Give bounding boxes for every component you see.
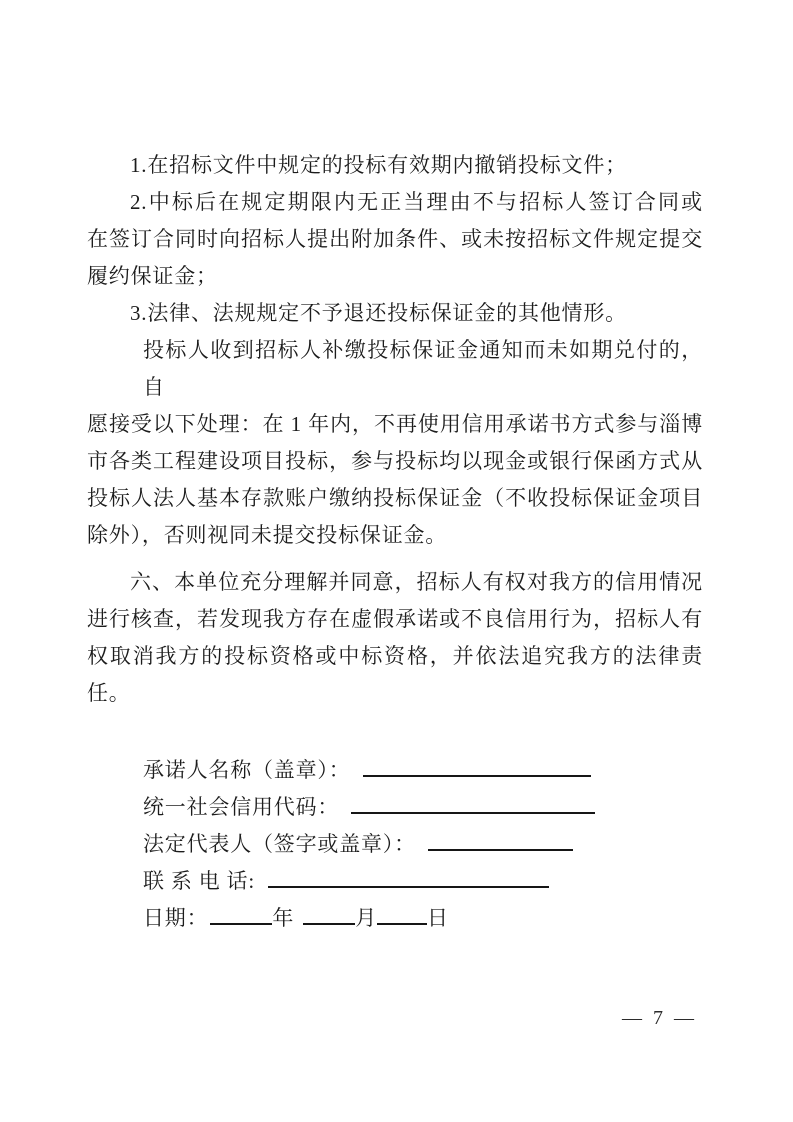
paragraph-penalty: [87, 332, 703, 554]
body-line: 市各类工程建设项目投标，参与投标均以现金或银行保函方式从: [87, 449, 703, 473]
promisor-name-blank: [363, 755, 591, 777]
signature-row-date: [143, 900, 703, 937]
date-day-blank: [377, 903, 427, 925]
promisor-name-label: 承诺人名称（盖章）：: [143, 758, 351, 782]
signature-block: [87, 752, 703, 937]
legal-rep-blank: [428, 829, 573, 851]
paragraph-clause-1: [87, 147, 703, 184]
body-line: 2.中标后在规定期限内无正当理由不与招标人签订合同或: [130, 190, 703, 214]
paragraph-clause-3: [87, 295, 703, 332]
date-label: 日期：: [143, 906, 209, 930]
credit-code-blank: [351, 792, 595, 814]
year-label: 年: [272, 906, 295, 930]
month-label: 月: [355, 906, 378, 930]
body-line: 权取消我方的投标资格或中标资格，并依法追究我方的法律责: [87, 644, 703, 668]
page-number-footer: [622, 1007, 694, 1030]
signature-row-phone: [143, 863, 703, 900]
paragraph-clause-6: [87, 564, 703, 712]
signature-row-promisor-name: [143, 752, 703, 789]
body-line: 履约保证金；: [87, 264, 218, 288]
signature-row-legal-rep: [143, 826, 703, 863]
body-line: 进行核查，若发现我方存在虚假承诺或不良信用行为，招标人有: [87, 607, 703, 631]
body-line: 愿接受以下处理：在 1 年内，不再使用信用承诺书方式参与淄博: [87, 412, 703, 436]
body-line: 在签订合同时向招标人提出附加条件、或未按招标文件规定提交: [87, 227, 703, 251]
document-body: [87, 147, 703, 937]
footer-page-number: 7: [653, 1007, 663, 1029]
body-line: 3.法律、法规规定不予退还投标保证金的其他情形。: [130, 301, 627, 325]
legal-rep-label: 法定代表人（签字或盖章）：: [143, 832, 416, 856]
footer-right-dash: —: [674, 1007, 694, 1029]
phone-blank: [268, 866, 549, 888]
footer-left-dash: —: [622, 1007, 642, 1029]
body-line: 投标人收到招标人补缴投标保证金通知而未如期兑付的，自: [143, 338, 703, 399]
date-year-blank: [210, 903, 272, 925]
body-line: 任。: [87, 681, 131, 705]
body-line: 除外），否则视同未提交投标保证金。: [87, 523, 448, 547]
body-line: 1.在招标文件中规定的投标有效期内撤销投标文件；: [130, 153, 627, 177]
signature-row-credit-code: [143, 789, 703, 826]
phone-label: 联 系 电 话:: [143, 869, 255, 893]
day-label: 日: [427, 906, 449, 930]
date-month-blank: [303, 903, 355, 925]
body-line: 六、本单位充分理解并同意，招标人有权对我方的信用情况: [130, 570, 703, 594]
body-line: 投标人法人基本存款账户缴纳投标保证金（不收投标保证金项目: [87, 486, 703, 510]
credit-code-label: 统一社会信用代码：: [143, 795, 340, 819]
paragraph-clause-2: [87, 184, 703, 295]
